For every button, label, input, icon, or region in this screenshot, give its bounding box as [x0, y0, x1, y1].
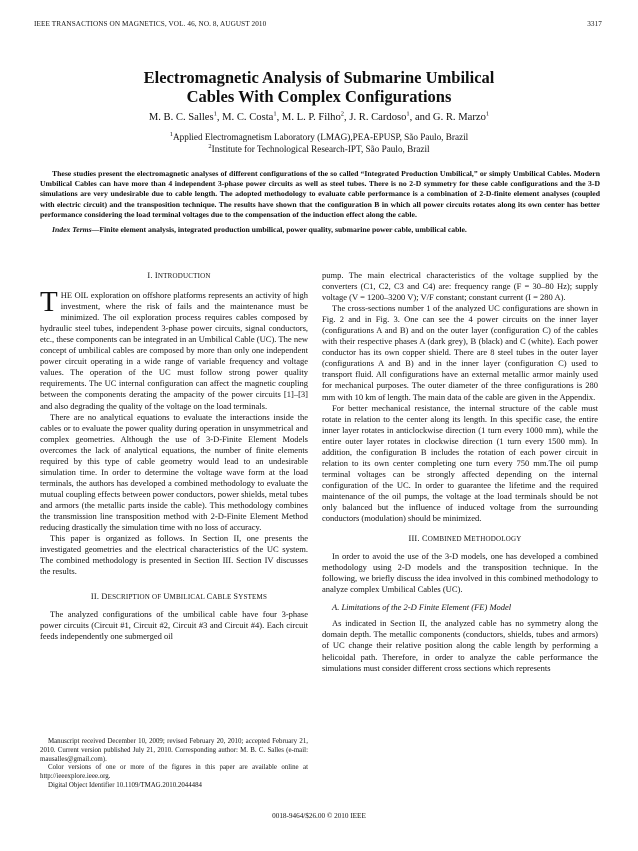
section-heading-description [40, 591, 308, 603]
section-title-smallcaps: OMBINED [427, 535, 464, 544]
author-affiliation-mark: 1 [273, 110, 277, 118]
section-heading-introduction [40, 270, 308, 282]
author-name: G. R. Marzo [432, 112, 486, 123]
index-terms-text: —Finite element analysis, integrated production umbilical, power quality, submarine power cable, umbilical cable. [91, 225, 467, 235]
description-paragraph-2: The cross-sections number 1 of the analyzed UC configurations are shown in Fig. 2 and in Fig. 3. One can see the 4 power circuits on the inner layer (configurations A and B) and on the outer layer (configuration C) of the cables with their respective phases A (dark grey), B (black) and C (white). Each power conductor has its own copper shield. There are 8 steel tubes in the outer layer (configurations A and B) and in the inner layer (configuration C) used to transport fluid. All configurations have an external metallic armor mainly used for mechanical purposes. The outer diameter of the three configurations is 280 mm with 10 km of length. The main data of the cable are given in the Appendix. [322, 303, 598, 402]
author-name: M. C. Costa [222, 112, 274, 123]
section-heading-combined-methodology [322, 533, 598, 545]
section-title-smallcaps: MBILICAL [169, 593, 207, 602]
paper-title-line-2: Cables With Complex Configurations [186, 87, 452, 106]
drop-cap: T [40, 286, 58, 319]
section-title-cap: I [154, 271, 158, 280]
left-column [40, 270, 308, 642]
author-name: J. R. Cardoso [349, 112, 407, 123]
author-name: M. L. P. Filho [281, 112, 341, 123]
abstract-text: These studies present the electromagnetic analyses of different configurations of the so called “Integrated Production Umbilical,” or simply Umbilical Cables. Modern Umbilical Cables can have more than 4 independent 3-phase power circuits as well as steel tubes. There is no 2-D symmetry for these cable configurations and the 3-D simulations are very undesirable due to cable length. The adopted methodology to evaluate cable performance is a combination of 2-D-finite element analyses (coupled with electric circuit) and the transposition technique. The results have shown that the configuration B in which all power circuits rotates along its own center has better performance considering the load terminal voltages due to the compensation of the induction effect along the cable. [40, 169, 600, 219]
section-number: I. [147, 271, 153, 280]
footnote-manuscript: Manuscript received December 10, 2009; revised February 20, 2010; accepted February 21, 2010. Current version published July 21, 2010. Corresponding author: M. B. C. Salles (e-mail: mausalles@gmail.com). [40, 738, 308, 763]
abstract [40, 169, 600, 235]
footnotes [40, 738, 308, 791]
footnote-color-versions: Color versions of one or more of the figures in this paper are available online at http://ieeexplore.ieee.org. [40, 764, 308, 781]
author-affiliation-mark: 1 [213, 110, 217, 118]
intro-paragraph-3: This paper is organized as follows. In Section II, one presents the investigated geometries and the electrical characteristics of the UC system. The combined methodology is presented in Section III. Section IV discusses the results. [40, 533, 308, 577]
affiliation-mark: 1 [169, 130, 173, 138]
intro-paragraph-2: There are no analytical equations to evaluate the interactions inside the cables or to evaluate the power quality during operation in unsymmetrical and complex geometries. Although the use of 3-D-Finite Element Models overcomes the lack of analytical equations, the number of finite elements required by this type of cable geometry would lead to an undesirable simulation time. In order to determine the voltage wave form at the load terminals, the authors has developed a combined methodology to evaluate the mutual coupling effects between power conductors, power shields, metal tubes and armors (the metallic parts inside the cable). This methodology combines the transmission line transposition method with 2-D-Finite Element Method reducing drastically the simulation time with no loss of accuracy. [40, 411, 308, 533]
running-header-journal: IEEE TRANSACTIONS ON MAGNETICS, VOL. 46, NO. 8, AUGUST 2010 [34, 20, 267, 28]
section-title-cap: U [163, 592, 170, 602]
section-number: III. [408, 534, 420, 544]
methodology-paragraph-1: In order to avoid the use of the 3-D models, one has developed a combined methodology using 2-D models and the transposition technique. In the following, we briefly discuss the idea involved in this combined methodology to analyze complex Umbilical Cables (UC). [322, 551, 598, 595]
author-name: M. B. C. Salles [148, 112, 214, 123]
subsection-a-paragraph-1: As indicated in Section II, the analyzed cable has no symmetry along the domain depth. The metallic components (conductors, shields, tubes and armors) of UC change their relative position along the cable length by performing a helicoidal path. Therefore, in order to analyze the cable performance the simulations must consider different cross sections which represents [322, 618, 598, 673]
right-column [322, 270, 598, 674]
section-title-cap: C [421, 534, 428, 544]
copyright-footer: 0018-9464/$26.00 © 2010 IEEE [272, 812, 366, 820]
description-paragraph-1-continued: pump. The main electrical characteristics of the voltage supplied by the converters (C1, C2, C3 and C4) are: frequency range (F = 30–80 Hz); supply voltage (V = 1200–3200 V); V/F constant; constant current (I = 280 A). [322, 270, 598, 303]
section-title-smallcaps: YSTEMS [238, 593, 268, 602]
author-list: M. B. C. Salles$^1$, M. C. Costa$^1$, M. L. P. Filho$^2$, J. R. Cardoso$^1$, and G. R. Marzo$^1$ [148, 110, 490, 123]
description-paragraph-3: For better mechanical resistance, the internal structure of the cable must rotate in relation to the center along its length. In this specific case, the entire inner layer rotates in anticlockwise direction (1 turn every 1000 mm), while the entire outer layer rotates in clockwise direction (1 turn every 1500 mm). In addition, the configuration B includes the rotation of each power circuit in relation to its own center completing one turn every 750 mm.The oil pump terminal voltages can be strongly affected depending on the internal configuration of the UC. In order to guarantee the lifetime and the required maintenance of the oil pumps, the voltage at the load terminals should be not only balanced but the influence of induced voltage from the surrounding conductors (modulation) should be minimized. [322, 402, 598, 524]
section-title-cap: D [101, 592, 108, 602]
footnote-doi: Digital Object Identifier 10.1109/TMAG.2010.2044484 [48, 781, 202, 789]
index-terms-label: Index Terms [52, 225, 92, 235]
description-paragraph-1: The analyzed configurations of the umbilical cable have four 3-phase power circuits (Circuit #1, Circuit #2, Circuit #3 and Circuit #4). Each circuit feeds independently one submerged oil [40, 609, 308, 642]
affiliation-text: Institute for Technological Research-IPT, São Paulo, Brazil [211, 144, 430, 154]
section-title-smallcaps: ETHODOLOGY [471, 535, 522, 544]
section-title-cap: S [233, 592, 239, 602]
section-title-smallcaps: NTRODUCTION [157, 272, 211, 280]
section-title-cap: C [206, 592, 213, 602]
affiliations [0, 131, 638, 155]
author-affiliation-mark: 1 [406, 110, 410, 118]
section-number: II. [90, 592, 100, 602]
affiliation-2 [0, 143, 638, 155]
section-title-smallcaps: ABLE [212, 593, 234, 602]
affiliation-1 [0, 131, 638, 143]
subsection-heading-a: A. Limitations of the 2-D Finite Element (FE) Model [332, 602, 512, 613]
author-affiliation-mark: 2 [340, 110, 345, 118]
affiliation-text: Applied Electromagnetism Laboratory (LMAG),PEA-EPUSP, São Paulo, Brazil [173, 132, 469, 142]
intro-paragraph-1 [40, 286, 308, 412]
running-header-page-number: 3317 [587, 20, 602, 28]
section-title-cap: M [463, 534, 472, 544]
section-title-smallcaps: ESCRIPTION OF [107, 593, 164, 602]
intro-paragraph-1-text: HE OIL exploration on offshore platforms represents an activity of high investment, where the risk of fails and the maintenance must be minimized. The oil exploration process requires cables composed by hydraulic steel tubes, independent 3-phase power circuits, signal conductors, etc., these components can be integrated in an Umbilical Cable (UC). The new concept of umbilical cables are composed by more than only one independent power circuit operating in a wide range of variable frequency and voltage values. The operation of the UC must follow strong power quality requirements. The UC internal configuration can affect the magnetic coupling between the components derating the ampacity of the power circuits [1]–[3] and also degrading the quality of the voltage on the load terminals. [40, 290, 308, 411]
author-affiliation-mark: 1 [485, 110, 490, 118]
paper-title [0, 68, 638, 106]
index-terms [40, 225, 600, 235]
affiliation-mark: 2 [208, 142, 212, 150]
paper-title-line-1: Electromagnetic Analysis of Submarine Umbilical [143, 68, 495, 87]
